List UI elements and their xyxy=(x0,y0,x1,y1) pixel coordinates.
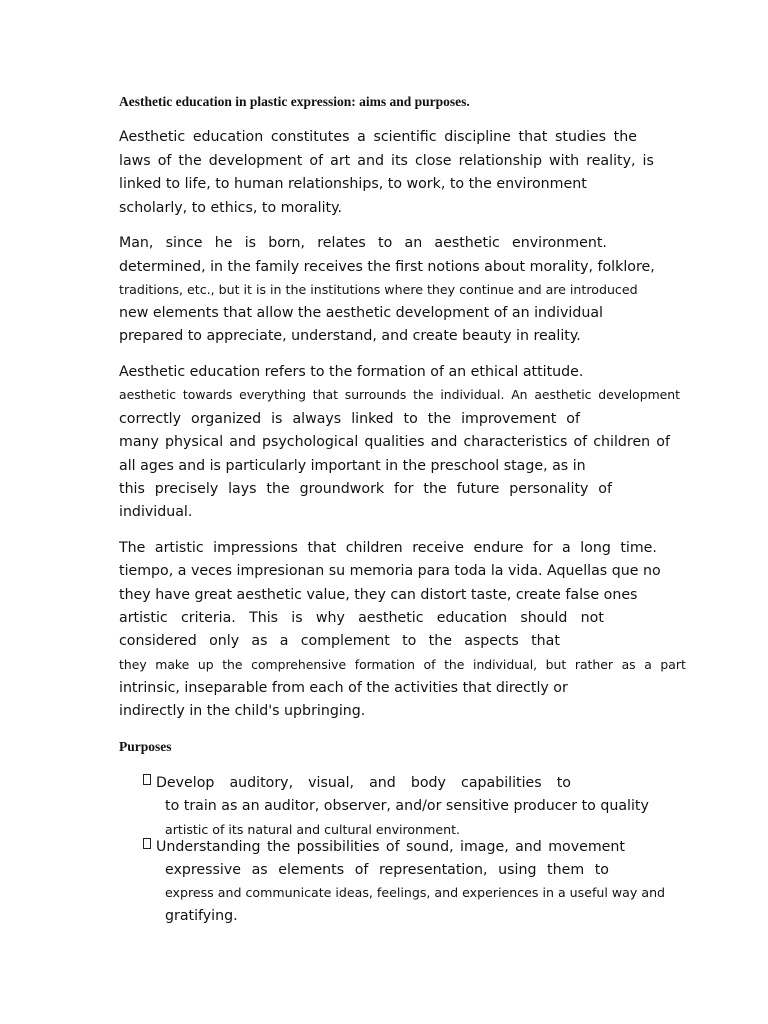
paragraph-4-line-2: tiempo, a veces impresionan su memoria para toda la vida. Aquellas que no xyxy=(119,563,661,579)
paragraph-1-line-2: laws of the development of art and its close relationship with reality, is xyxy=(119,153,654,169)
paragraph-3-line-7: individual. xyxy=(119,504,193,520)
bullet-1-first-line xyxy=(143,774,571,792)
paragraph-4-line-1: The artistic impressions that children receive endure for a long time. xyxy=(119,540,657,556)
paragraph-4-line-4: artistic criteria. This is why aesthetic education should not xyxy=(119,610,604,626)
paragraph-3-line-1: Aesthetic education refers to the formation of an ethical attitude. xyxy=(119,364,584,380)
paragraph-1-line-4: scholarly, to ethics, to morality. xyxy=(119,200,342,216)
paragraph-4-line-7: intrinsic, inseparable from each of the activities that directly or xyxy=(119,680,568,696)
paragraph-3-line-2: aesthetic towards everything that surrounds the individual. An aesthetic development xyxy=(119,387,680,402)
bullet-box-icon xyxy=(143,838,151,849)
paragraph-1-line-1: Aesthetic education constitutes a scientific discipline that studies the xyxy=(119,129,637,145)
paragraph-4-line-3: they have great aesthetic value, they can distort taste, create false ones xyxy=(119,587,638,603)
document-title: Aesthetic education in plastic expression: aims and purposes. xyxy=(119,94,470,109)
bullet-2-line-3: express and communicate ideas, feelings, and experiences in a useful way and xyxy=(165,885,666,900)
bullet-2-line-1: Understanding the possibilities of sound, image, and movement xyxy=(156,839,625,855)
bullet-1-line-3: artistic of its natural and cultural environment. xyxy=(165,822,461,837)
bullet-box-icon xyxy=(143,774,151,785)
paragraph-2-line-2: determined, in the family receives the first notions about morality, folklore, xyxy=(119,259,655,275)
paragraph-3-line-6: this precisely lays the groundwork for the future personality of xyxy=(119,481,612,497)
paragraph-3-line-5: all ages and is particularly important in the preschool stage, as in xyxy=(119,458,586,474)
bullet-2-line-4: gratifying. xyxy=(165,908,238,924)
paragraph-4-line-8: indirectly in the child's upbringing. xyxy=(119,703,366,719)
paragraph-4-line-5: considered only as a complement to the aspects that xyxy=(119,633,560,649)
paragraph-2-line-4: new elements that allow the aesthetic development of an individual xyxy=(119,305,603,321)
paragraph-2-line-3: traditions, etc., but it is in the institutions where they continue and are introduced xyxy=(119,282,638,297)
paragraph-2-line-5: prepared to appreciate, understand, and create beauty in reality. xyxy=(119,328,581,344)
paragraph-4-line-6: they make up the comprehensive formation of the individual, but rather as a part xyxy=(119,657,686,672)
paragraph-2-line-1: Man, since he is born, relates to an aesthetic environment. xyxy=(119,235,607,251)
bullet-1-line-1: Develop auditory, visual, and body capabilities to xyxy=(156,775,571,791)
purposes-heading: Purposes xyxy=(119,739,172,754)
bullet-2-first-line xyxy=(143,838,625,856)
bullet-1-line-2: to train as an auditor, observer, and/or sensitive producer to quality xyxy=(165,798,649,814)
paragraph-3-line-4: many physical and psychological qualities and characteristics of children of xyxy=(119,434,670,450)
paragraph-1-line-3: linked to life, to human relationships, to work, to the environment xyxy=(119,176,587,192)
paragraph-3-line-3: correctly organized is always linked to the improvement of xyxy=(119,411,580,427)
bullet-2-line-2: expressive as elements of representation, using them to xyxy=(165,862,609,878)
